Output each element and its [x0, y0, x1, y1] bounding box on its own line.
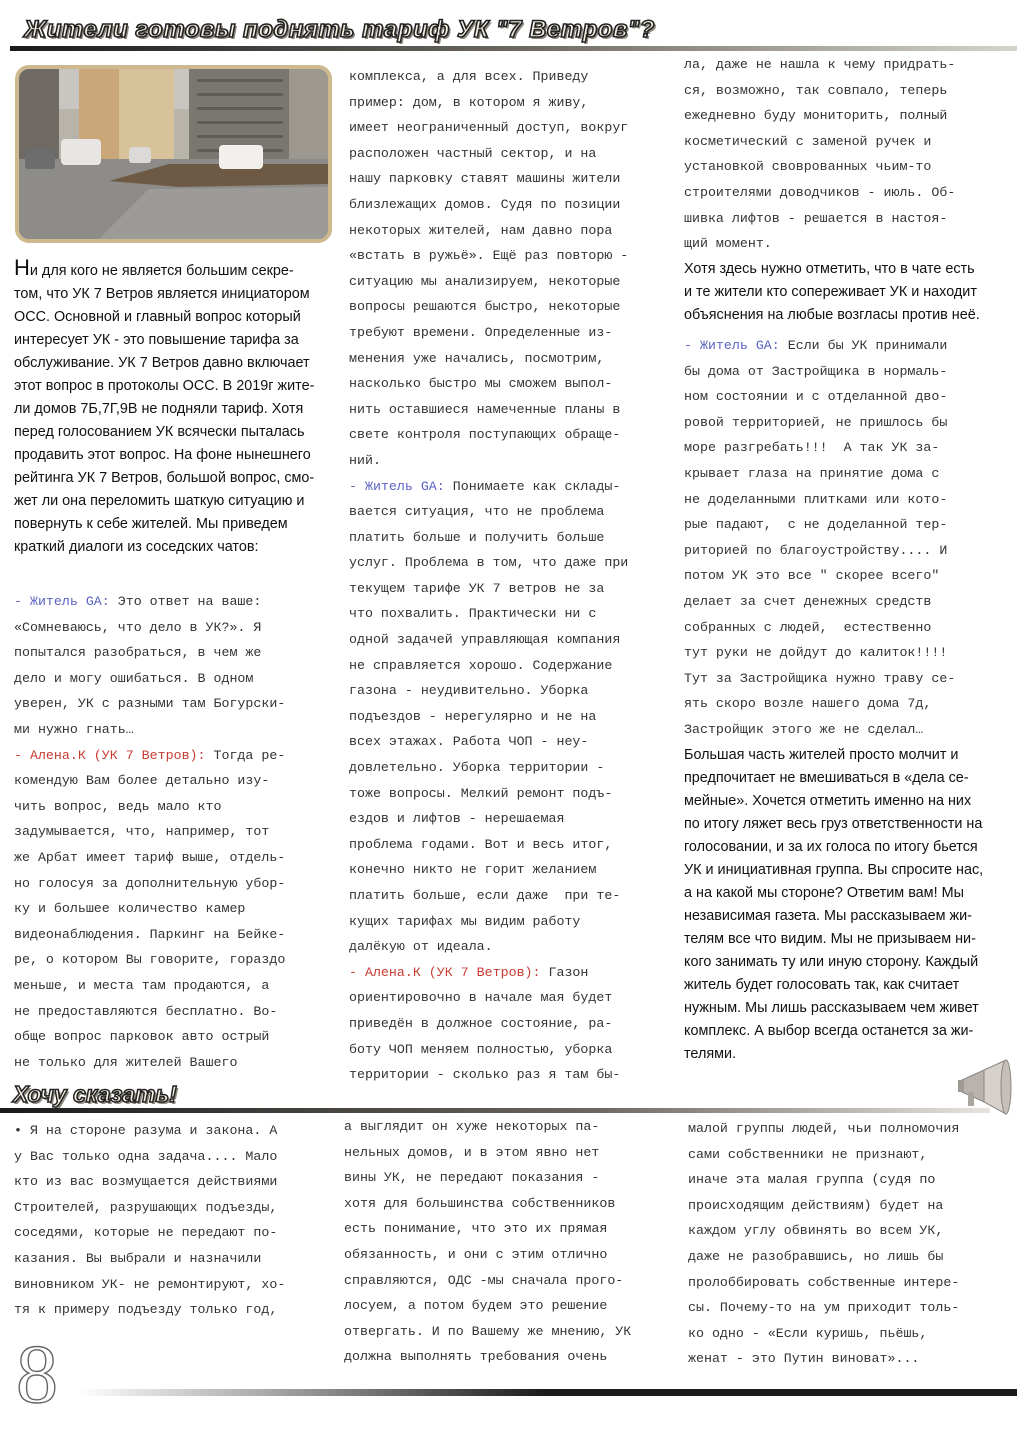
drop-cap: Н — [14, 255, 30, 280]
text-line — [349, 601, 674, 627]
line-text: сы. Почему-то на ум приходит толь- — [688, 1300, 960, 1316]
line-text: видеонаблюдения. Паркинг на Бейке- — [14, 926, 286, 942]
line-text: территории - сколько раз я там бы- — [349, 1067, 621, 1083]
text-line: перед голосованием УК всячески пыталась — [14, 424, 305, 440]
text-line: комплекс. А выбор всегда останется за жи- — [684, 1023, 974, 1039]
opinion-column-1 — [14, 1118, 339, 1323]
text-line: голосовании, и за их голоса по итогу бьется — [684, 839, 978, 855]
text-line — [684, 384, 1017, 410]
line-text: рые падают, с не доделанной тер- — [684, 517, 948, 533]
text-line — [14, 1050, 339, 1076]
text-line — [14, 1024, 339, 1050]
text-line — [349, 397, 674, 423]
section-title: Хочу сказать! — [13, 1081, 177, 1107]
text-line — [14, 1272, 339, 1298]
line-text: Газон — [540, 964, 589, 980]
opinion-column-3 — [688, 1116, 1017, 1372]
text-line — [349, 653, 674, 679]
line-text: «Сомневаюсь, что дело в УК?». Я — [14, 619, 262, 635]
line-text: крывает глаза на принятие дома с — [684, 465, 940, 481]
text-line — [344, 1191, 674, 1217]
line-text: тут руки не дойдут до калиток!!!! — [684, 645, 948, 661]
text-line — [684, 512, 1017, 538]
text-line: предпочитает не вмешиваться в «дела се- — [684, 770, 969, 786]
text-line: том, что УК 7 Ветров является инициатором — [14, 286, 310, 302]
text-line — [688, 1116, 1017, 1142]
text-line — [349, 218, 674, 244]
text-line — [349, 806, 674, 832]
text-line — [344, 1165, 674, 1191]
line-text: ежедневно буду мониторить, полный — [684, 108, 948, 124]
text-line — [684, 154, 1017, 180]
line-text: и для кого не является большим секре- — [29, 263, 294, 279]
text-line — [688, 1218, 1017, 1244]
text-line — [349, 704, 674, 730]
line-text: ровой территорией, не пришлось бы — [684, 414, 948, 430]
text-line — [349, 627, 674, 653]
text-line — [688, 1142, 1017, 1168]
text-line — [684, 640, 1017, 666]
chat-speaker: - Житель GA: — [684, 338, 780, 353]
opinion-column-2 — [344, 1114, 674, 1370]
line-text: Тогда ре- — [205, 747, 286, 763]
text-line: ОСС. Основной и главный вопрос который — [14, 309, 301, 325]
line-text: дело и могу ошибаться. В одном — [14, 670, 254, 686]
line-text: • Я на стороне разума и закона. А — [14, 1123, 278, 1138]
text-line — [684, 52, 1017, 78]
line-text: хотя для большинства собственников — [344, 1195, 616, 1211]
text-line — [684, 410, 1017, 436]
text-line: по итогу ляжет весь груз ответственности на — [684, 816, 983, 832]
line-text: строителями доводчиков - июль. Об- — [684, 184, 956, 200]
chat-speaker: - Алена.К (УК 7 Ветров): — [349, 964, 541, 980]
text-line — [349, 422, 674, 448]
line-text: но голосуя за дополнительную убор- — [14, 875, 286, 891]
text-line — [349, 1011, 674, 1037]
text-line — [349, 474, 674, 500]
chat-speaker: - Алена.К (УК 7 Ветров): — [14, 747, 206, 763]
text-line — [688, 1270, 1017, 1296]
text-line — [14, 768, 339, 794]
line-text: косметический с заменой ручек и — [684, 133, 932, 149]
column-3-chat-b — [684, 333, 1017, 743]
line-text: далёкую от идеала. — [349, 939, 493, 955]
line-text: подъездов - нерегулярно и не на — [349, 708, 597, 724]
text-line — [344, 1344, 674, 1370]
text-line: объяснения на любые возгласы против неё. — [684, 307, 980, 323]
line-text: Тут за Застройщика нужно траву се- — [684, 670, 956, 686]
line-text: потом УК это все " скорее всего" — [684, 568, 940, 584]
line-text: конечно никто не горит желанием — [349, 862, 597, 878]
text-line — [684, 461, 1017, 487]
text-line — [14, 871, 339, 897]
line-text: тоже вопросы. Мелкий ремонт подъ- — [349, 785, 613, 801]
line-text: менения уже начались, посмотрим, — [349, 350, 605, 366]
text-line — [349, 141, 674, 167]
text-line — [684, 333, 1017, 359]
text-line — [349, 781, 674, 807]
text-line — [688, 1244, 1017, 1270]
column-3-chat-a — [684, 52, 1017, 257]
line-text: Понимаете как склады- — [444, 478, 621, 494]
text-line: нужным. Мы лишь рассказываем чем живет — [684, 1000, 979, 1016]
text-line — [349, 909, 674, 935]
text-line — [14, 1169, 339, 1195]
text-line — [349, 1062, 674, 1088]
line-text: сами собственники не признают, — [688, 1146, 928, 1162]
column-1-chat — [14, 589, 339, 1075]
line-text: ко одно - «Если куришь, пьёшь, — [688, 1325, 928, 1341]
line-text: ла, даже не нашла к чему придрать- — [684, 57, 956, 72]
line-text: у Вас только одна задача.... Мало — [14, 1148, 278, 1164]
text-line — [684, 615, 1017, 641]
line-text: проблема годами. Вот и весь итог, — [349, 836, 613, 852]
text-line — [344, 1268, 674, 1294]
text-line: краткий диалоги из соседских чатов: — [14, 539, 259, 555]
line-text: риторией по благоустройству.... И — [684, 542, 948, 558]
text-line — [688, 1193, 1017, 1219]
text-line — [349, 499, 674, 525]
page-number: 8 — [16, 1328, 58, 1421]
text-line: Большая часть жителей просто молчит и — [684, 747, 959, 763]
line-text: текущем тарифе УК 7 ветров не за — [349, 580, 605, 596]
text-line — [684, 78, 1017, 104]
text-line — [349, 934, 674, 960]
line-text: вается ситуация, что не проблема — [349, 504, 605, 520]
line-text: Это ответ на ваше: — [109, 594, 262, 609]
text-line — [14, 256, 339, 283]
text-line — [349, 64, 674, 90]
line-text: ездов и лифтов - нерешаемая — [349, 811, 565, 827]
text-line — [684, 435, 1017, 461]
text-line — [684, 563, 1017, 589]
text-line — [349, 755, 674, 781]
line-text: Застройщик этого же не сделал… — [684, 721, 924, 737]
line-text: иначе эта малая группа (судя по — [688, 1172, 936, 1188]
text-line — [684, 691, 1017, 717]
line-text: ре, о котором Вы говорите, гораздо — [14, 952, 286, 968]
line-text: платить больше, если даже при те- — [349, 888, 621, 903]
text-line — [688, 1295, 1017, 1321]
line-text: меньше, и места там продаются, а — [14, 977, 270, 993]
text-line — [684, 666, 1017, 692]
line-text: пролоббировать собственные интере- — [688, 1274, 960, 1290]
text-line — [349, 192, 674, 218]
line-text: услуг. Проблема в том, что даже при — [349, 555, 629, 571]
chat-speaker: - Житель GA: — [349, 478, 445, 494]
line-text: ном состоянии и с отделанной дво- — [684, 389, 948, 405]
line-text: соседями, которые не передают по- — [14, 1225, 278, 1241]
text-line — [14, 1246, 339, 1272]
line-text: пример: дом, в котором я живу, — [349, 94, 589, 110]
text-line: жет ли она переломить шаткую ситуацию и — [14, 493, 305, 509]
text-line: обслуживание. УК 7 Ветров давно включает — [14, 355, 310, 371]
column-3-conclusion — [684, 744, 1017, 1066]
line-text: не только для жителей Вашего — [14, 1054, 238, 1070]
text-line — [14, 896, 339, 922]
text-line — [684, 231, 1017, 257]
headline: Жители готовы поднять тариф УК "7 Ветров"? — [24, 16, 655, 43]
text-line — [344, 1242, 674, 1268]
text-line — [349, 320, 674, 346]
text-line — [349, 857, 674, 883]
line-text: есть понимание, что это их прямая — [344, 1221, 608, 1237]
parking-lot-photo-icon — [19, 69, 328, 239]
line-text: установкой своврованных чьим-то — [684, 159, 932, 175]
text-line — [344, 1140, 674, 1166]
text-line — [14, 691, 339, 717]
text-line — [14, 999, 339, 1025]
text-line — [349, 678, 674, 704]
line-text: вины УК, не передают показания - — [344, 1170, 600, 1186]
line-text: ми нужно гнать… — [14, 721, 134, 737]
text-line — [349, 883, 674, 909]
text-line — [349, 243, 674, 269]
line-text: море разгребать!!! А так УК за- — [684, 440, 940, 456]
column-2-chat — [349, 64, 674, 1088]
line-text: что похвалить. Практически ни с — [349, 606, 597, 622]
line-text: довлетельно. Уборка территории - — [349, 760, 605, 776]
line-text: чить вопрос, ведь мало кто — [14, 798, 222, 814]
text-line: независимая газета. Мы рассказываем жи- — [684, 908, 972, 924]
line-text: каждом углу обвинять во всем УК, — [688, 1223, 944, 1239]
megaphone-icon — [956, 1058, 1014, 1118]
text-line — [14, 615, 339, 641]
line-text: кущих тарифах мы видим работу — [349, 913, 581, 929]
line-text: некоторых жителей, нам давно пора — [349, 222, 613, 238]
line-text: приведён в должное состояние, ра- — [349, 1015, 613, 1031]
line-text: насколько быстро мы сможем выпол- — [349, 376, 613, 392]
text-line — [14, 1144, 339, 1170]
line-text: близлежащих домов. Судя по позиции — [349, 196, 621, 212]
line-text: ять скоро возле нашего дома 7д, — [684, 696, 932, 712]
line-text: Строителей, разрушающих подъезды, — [14, 1199, 278, 1215]
text-line — [14, 589, 339, 615]
line-text: вопросы решаются быстро, некоторые — [349, 299, 621, 315]
line-text: же Арбат имеет тариф выше, отдель- — [14, 849, 286, 865]
text-line — [14, 717, 339, 743]
line-text: всех этажах. Работа ЧОП - неу- — [349, 734, 589, 750]
text-line — [349, 90, 674, 116]
text-line — [349, 115, 674, 141]
text-line — [14, 794, 339, 820]
text-line: и те жители кто сопереживает УК и находит — [684, 284, 977, 300]
text-line — [349, 371, 674, 397]
line-text: попытался разобраться, в чем же — [14, 645, 262, 661]
text-line — [344, 1319, 674, 1345]
text-line: кого занимать ту или иную сторону. Каждый — [684, 954, 979, 970]
line-text: женат - это Путин виноват»... — [688, 1351, 920, 1367]
text-line — [688, 1167, 1017, 1193]
line-text: нить оставшиеся намеченные планы в — [349, 401, 621, 417]
line-text: щий момент. — [684, 236, 772, 252]
line-text: свете контроля поступающих обраще- — [349, 427, 621, 443]
text-line: ли домов 7Б,7Г,9В не подняли тариф. Хотя — [14, 401, 304, 417]
text-line — [349, 985, 674, 1011]
line-text: малой группы людей, чьи полномочия — [688, 1121, 960, 1136]
line-text: расположен частный сектор, и на — [349, 145, 597, 161]
line-text: обязанность, и они с этим отлично — [344, 1246, 608, 1262]
text-line — [349, 729, 674, 755]
line-text: комендую Вам более детально изу- — [14, 773, 270, 789]
text-line — [14, 845, 339, 871]
line-text: шивка лифтов - решается в настоя- — [684, 210, 948, 226]
text-line — [349, 166, 674, 192]
text-line — [344, 1216, 674, 1242]
text-line: повернуть к себе жителей. Мы приведем — [14, 516, 288, 532]
text-line: а на какой мы стороне? Ответим вам! Мы — [684, 885, 964, 901]
line-text: бы дома от Застройщика в нормаль- — [684, 363, 948, 379]
text-line — [14, 743, 339, 769]
text-line — [349, 576, 674, 602]
line-text: ориентировочно в начале мая будет — [349, 990, 613, 1006]
line-text: делает за счет денежных средств — [684, 593, 932, 609]
text-line: УК и инициативная группа. Вы спросите нас, — [684, 862, 984, 878]
text-line: Хотя здесь нужно отметить, что в чате есть — [684, 261, 975, 277]
column-1-intro — [14, 256, 339, 559]
text-line — [684, 180, 1017, 206]
text-line: рейтинга УК 7 Ветров, большой вопрос, смо- — [14, 470, 315, 486]
line-text: имеет неограниченный доступ, вокруг — [349, 120, 629, 136]
line-text: требуют времени. Определенные из- — [349, 324, 613, 340]
line-text: одной задачей управляющая компания — [349, 632, 621, 648]
line-text: Если бы УК принимали — [779, 338, 948, 353]
line-text: должна выполнять требования очень — [344, 1349, 608, 1365]
line-text: комплекса, а для всех. Приведу — [349, 69, 589, 84]
line-text: «встать в ружьё». Ещё раз повторю - — [349, 248, 629, 264]
line-text: уверен, УК с разными там Богурски- — [14, 696, 286, 712]
text-line — [14, 1118, 339, 1144]
text-line — [684, 206, 1017, 232]
text-line — [684, 717, 1017, 743]
line-text: боту ЧОП меняем полностью, уборка — [349, 1041, 613, 1057]
line-text: ся, возможно, так совпало, теперь — [684, 82, 948, 98]
line-text: обще вопрос парковок авто острый — [14, 1029, 270, 1045]
text-line — [688, 1346, 1017, 1372]
text-line — [349, 346, 674, 372]
text-line — [344, 1114, 674, 1140]
text-line — [14, 1220, 339, 1246]
line-text: отвергать. И по Вашему же мнению, УК — [344, 1323, 632, 1339]
text-line — [14, 973, 339, 999]
line-text: задумывается, что, например, тот — [14, 824, 270, 840]
line-text: нашу парковку ставят машины жители — [349, 171, 621, 187]
text-line — [349, 448, 674, 474]
line-text: лосуем, а потом будем это решение — [344, 1298, 608, 1314]
text-line — [349, 269, 674, 295]
line-text: виновником УК- не ремонтируют, хо- — [14, 1276, 286, 1292]
text-line — [344, 1293, 674, 1319]
text-line — [684, 487, 1017, 513]
line-text: даже не разобравшись, но лишь бы — [688, 1248, 944, 1264]
line-text: тя к примеру подъезду только год, — [14, 1302, 278, 1318]
line-text: а выглядит он хуже некоторых па- — [344, 1119, 600, 1134]
text-line — [684, 103, 1017, 129]
text-line — [688, 1321, 1017, 1347]
text-line: этот вопрос в протоколы ОСС. В 2019г жите- — [14, 378, 315, 394]
chat-speaker: - Житель GA: — [14, 594, 110, 609]
text-line — [349, 525, 674, 551]
text-line — [684, 589, 1017, 615]
text-line: продавить этот вопрос. На фоне нынешнего — [14, 447, 311, 463]
text-line — [349, 832, 674, 858]
line-text: платить больше и получить больше — [349, 529, 605, 545]
text-line — [14, 1297, 339, 1323]
text-line — [14, 640, 339, 666]
line-text: не доделанными плитками или кото- — [684, 491, 948, 507]
text-line — [349, 550, 674, 576]
text-line: интересует УК - это повышение тарифа за — [14, 332, 299, 348]
text-line — [349, 294, 674, 320]
text-line — [684, 538, 1017, 564]
section-rule — [0, 1108, 990, 1113]
text-line: житель будет голосовать так, как считает — [684, 977, 960, 993]
text-line — [349, 960, 674, 986]
text-line: мейные». Хочется отметить именно на них — [684, 793, 972, 809]
article-photo — [15, 65, 332, 243]
text-line — [14, 947, 339, 973]
footer-rule — [76, 1389, 1017, 1396]
line-text: собранных с людей, естественно — [684, 619, 932, 635]
text-line — [684, 129, 1017, 155]
line-text: не справляется хорошо. Содержание — [349, 657, 613, 673]
text-line — [684, 359, 1017, 385]
line-text: не предоставляются бесплатно. Во- — [14, 1003, 278, 1019]
text-line — [14, 1195, 339, 1221]
headline-rule — [10, 46, 1017, 51]
line-text: казания. Вы выбрали и назначили — [14, 1250, 262, 1266]
column-3-note — [684, 258, 1017, 327]
text-line — [14, 819, 339, 845]
line-text: справляются, ОДС -мы сначала прого- — [344, 1272, 624, 1288]
line-text: ситуацию мы анализируем, некоторые — [349, 273, 621, 289]
line-text: нельных домов, и в этом явно нет — [344, 1144, 600, 1160]
text-line — [349, 1037, 674, 1063]
line-text: кто из вас возмущается действиями — [14, 1174, 278, 1190]
line-text: ний. — [349, 452, 381, 468]
text-line: телям все что видим. Мы не призываем ни- — [684, 931, 976, 947]
line-text: ку и большее количество камер — [14, 901, 246, 917]
text-line: телями. — [684, 1046, 737, 1062]
text-line — [14, 666, 339, 692]
text-line — [14, 922, 339, 948]
line-text: происходящим действиям) будет на — [688, 1197, 944, 1213]
line-text: газона - неудивительно. Уборка — [349, 683, 589, 699]
